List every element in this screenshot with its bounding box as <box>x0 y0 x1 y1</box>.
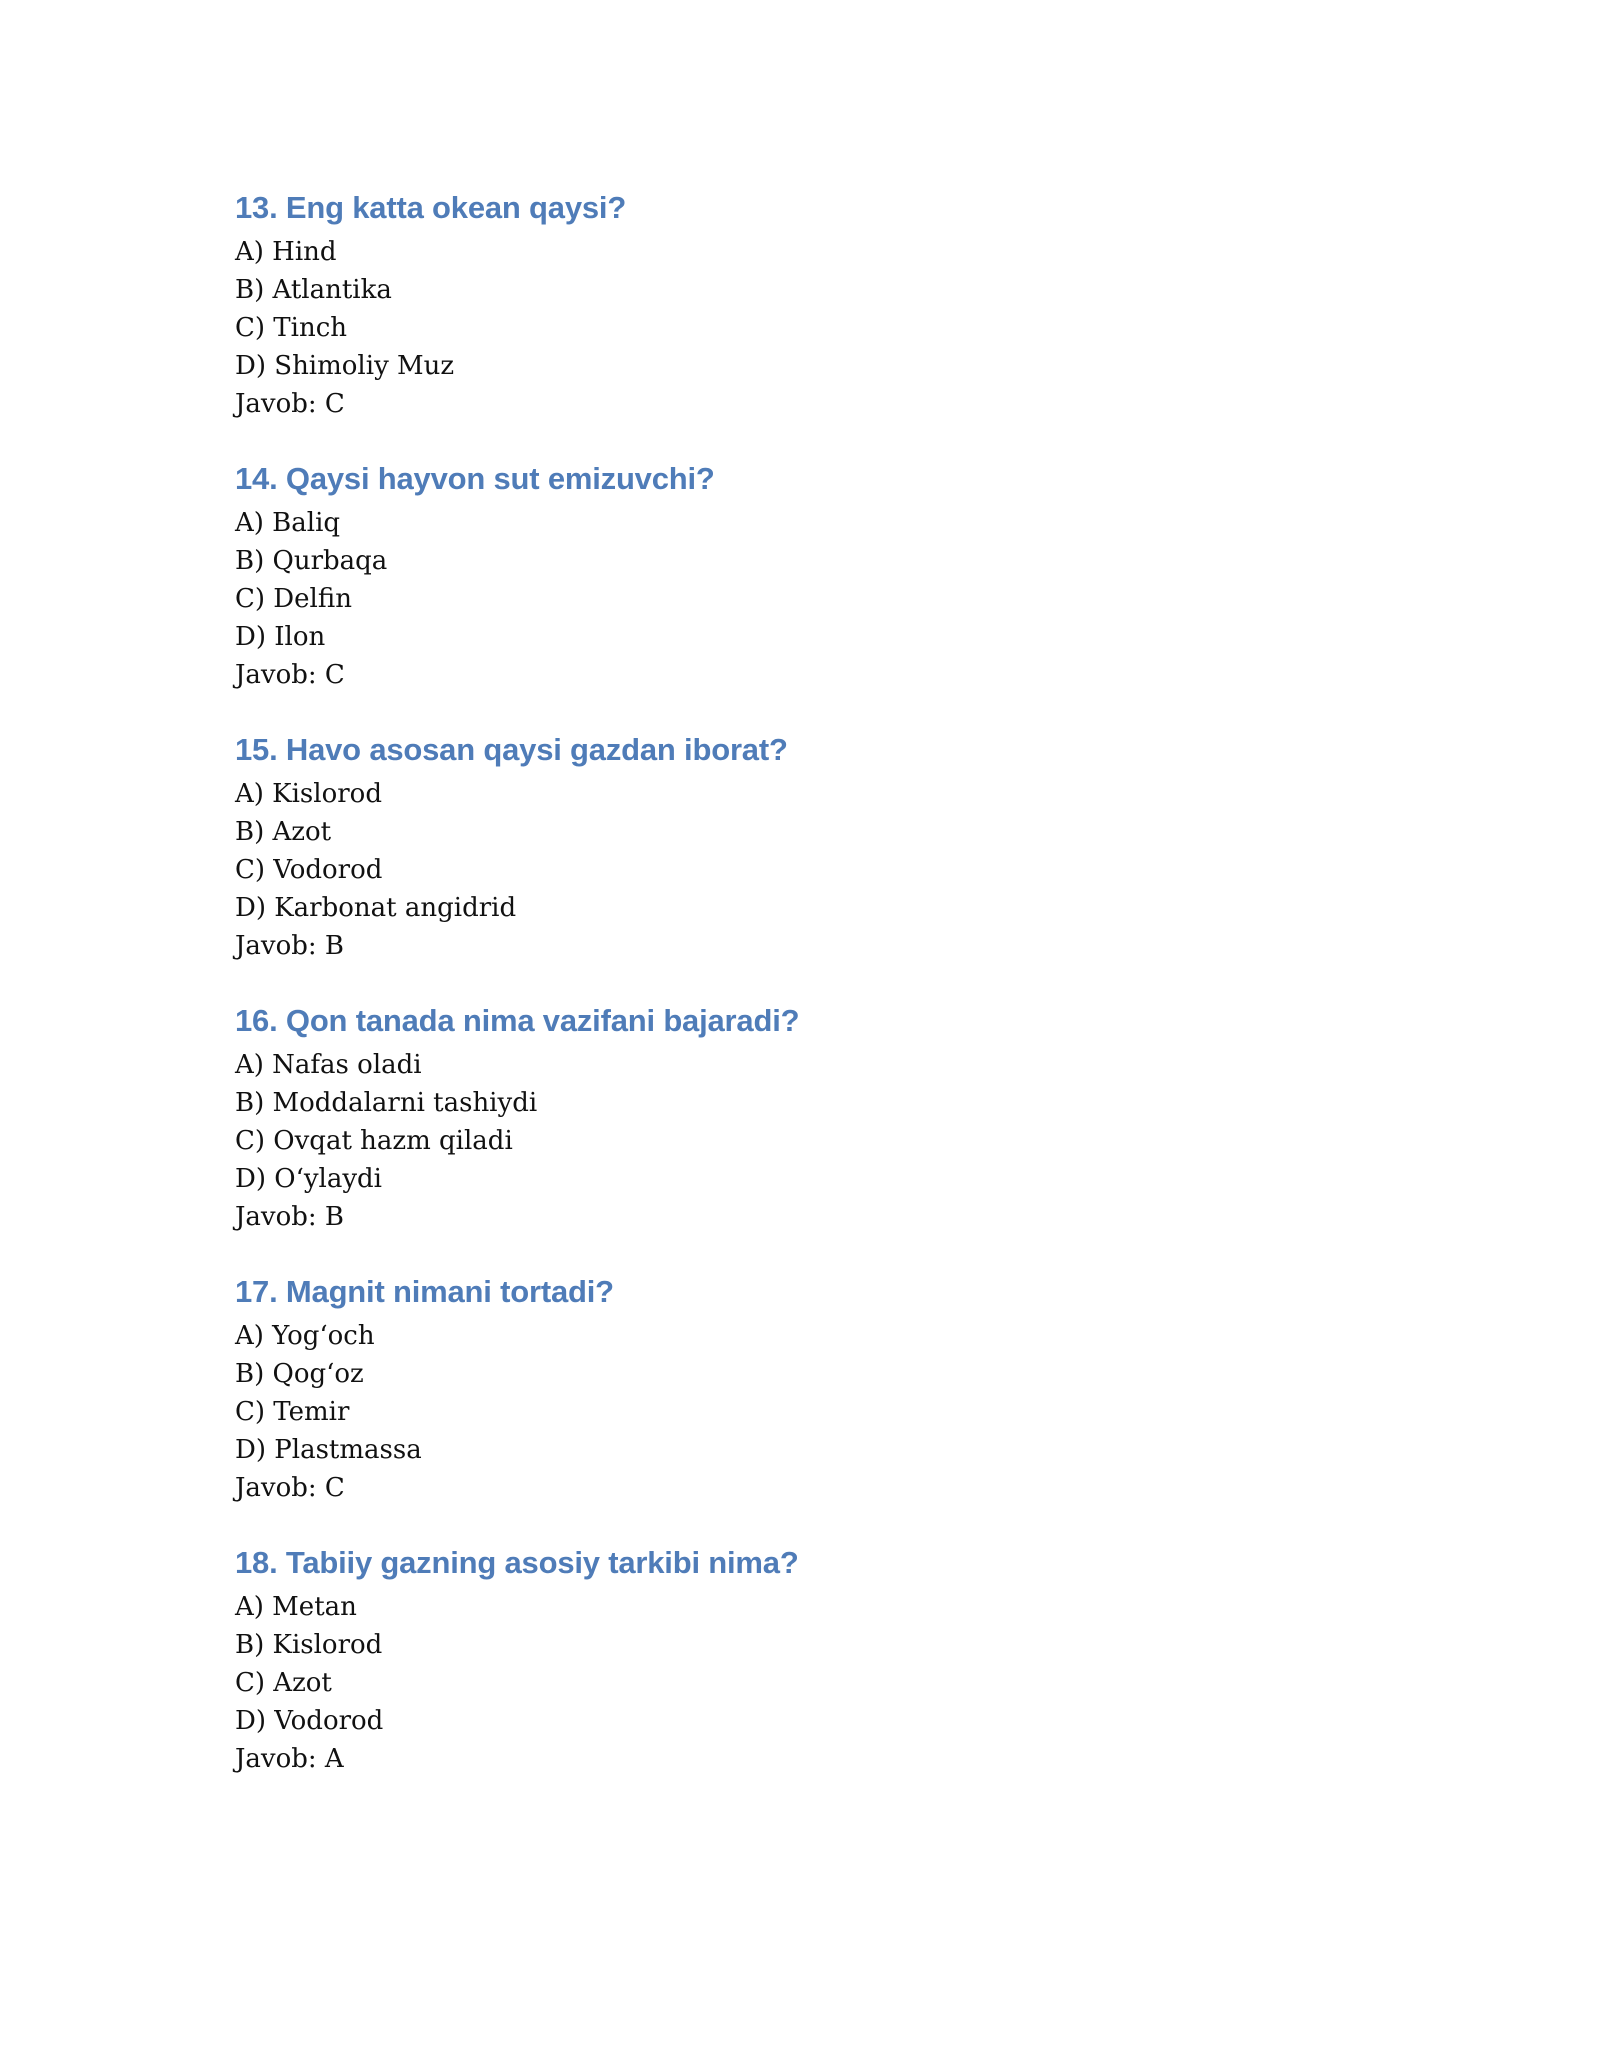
options-list <box>235 775 1365 927</box>
option-d: D) Vodorod <box>235 1706 384 1736</box>
question-14 <box>235 458 1365 694</box>
option-b: B) Qurbaqa <box>235 546 388 576</box>
answer-line: Javob: B <box>235 1202 345 1232</box>
question-title: 16. Qon tanada nima vazifani bajaradi? <box>235 1003 800 1038</box>
question-title: 17. Magnit nimani tortadi? <box>235 1274 614 1309</box>
quiz-content <box>235 187 1365 1813</box>
question-15 <box>235 729 1365 965</box>
options-list <box>235 1317 1365 1469</box>
option-a: A) Hind <box>235 237 337 267</box>
options-list <box>235 504 1365 656</box>
option-a: A) Baliq <box>235 508 341 538</box>
option-c: C) Tinch <box>235 313 348 343</box>
option-d: D) Shimoliy Muz <box>235 351 455 381</box>
option-d: D) O‘ylaydi <box>235 1164 382 1194</box>
option-b: B) Azot <box>235 817 332 847</box>
question-13 <box>235 187 1365 423</box>
option-d: D) Plastmassa <box>235 1435 422 1465</box>
option-c: C) Temir <box>235 1397 350 1427</box>
option-b: B) Kislorod <box>235 1630 383 1660</box>
option-a: A) Metan <box>235 1592 357 1622</box>
option-c: C) Delfin <box>235 584 352 614</box>
question-18 <box>235 1542 1365 1778</box>
answer-line: Javob: B <box>235 931 345 961</box>
options-list <box>235 1588 1365 1740</box>
question-title: 13. Eng katta okean qaysi? <box>235 190 627 225</box>
option-a: A) Yog‘och <box>235 1321 375 1351</box>
option-c: C) Azot <box>235 1668 332 1698</box>
option-c: C) Vodorod <box>235 855 383 885</box>
option-d: D) Ilon <box>235 622 326 652</box>
answer-line: Javob: C <box>235 389 345 419</box>
question-title: 14. Qaysi hayvon sut emizuvchi? <box>235 461 715 496</box>
options-list <box>235 233 1365 385</box>
question-title: 18. Tabiiy gazning asosiy tarkibi nima? <box>235 1545 799 1580</box>
option-a: A) Nafas oladi <box>235 1050 422 1080</box>
question-title: 15. Havo asosan qaysi gazdan iborat? <box>235 732 788 767</box>
answer-line: Javob: A <box>235 1744 344 1774</box>
option-b: B) Qog‘oz <box>235 1359 364 1389</box>
option-d: D) Karbonat angidrid <box>235 893 517 923</box>
answer-line: Javob: C <box>235 660 345 690</box>
question-16 <box>235 1000 1365 1236</box>
option-c: C) Ovqat hazm qiladi <box>235 1126 513 1156</box>
options-list <box>235 1046 1365 1198</box>
option-b: B) Moddalarni tashiydi <box>235 1088 538 1118</box>
question-17 <box>235 1271 1365 1507</box>
option-a: A) Kislorod <box>235 779 382 809</box>
answer-line: Javob: C <box>235 1473 345 1503</box>
option-b: B) Atlantika <box>235 275 392 305</box>
